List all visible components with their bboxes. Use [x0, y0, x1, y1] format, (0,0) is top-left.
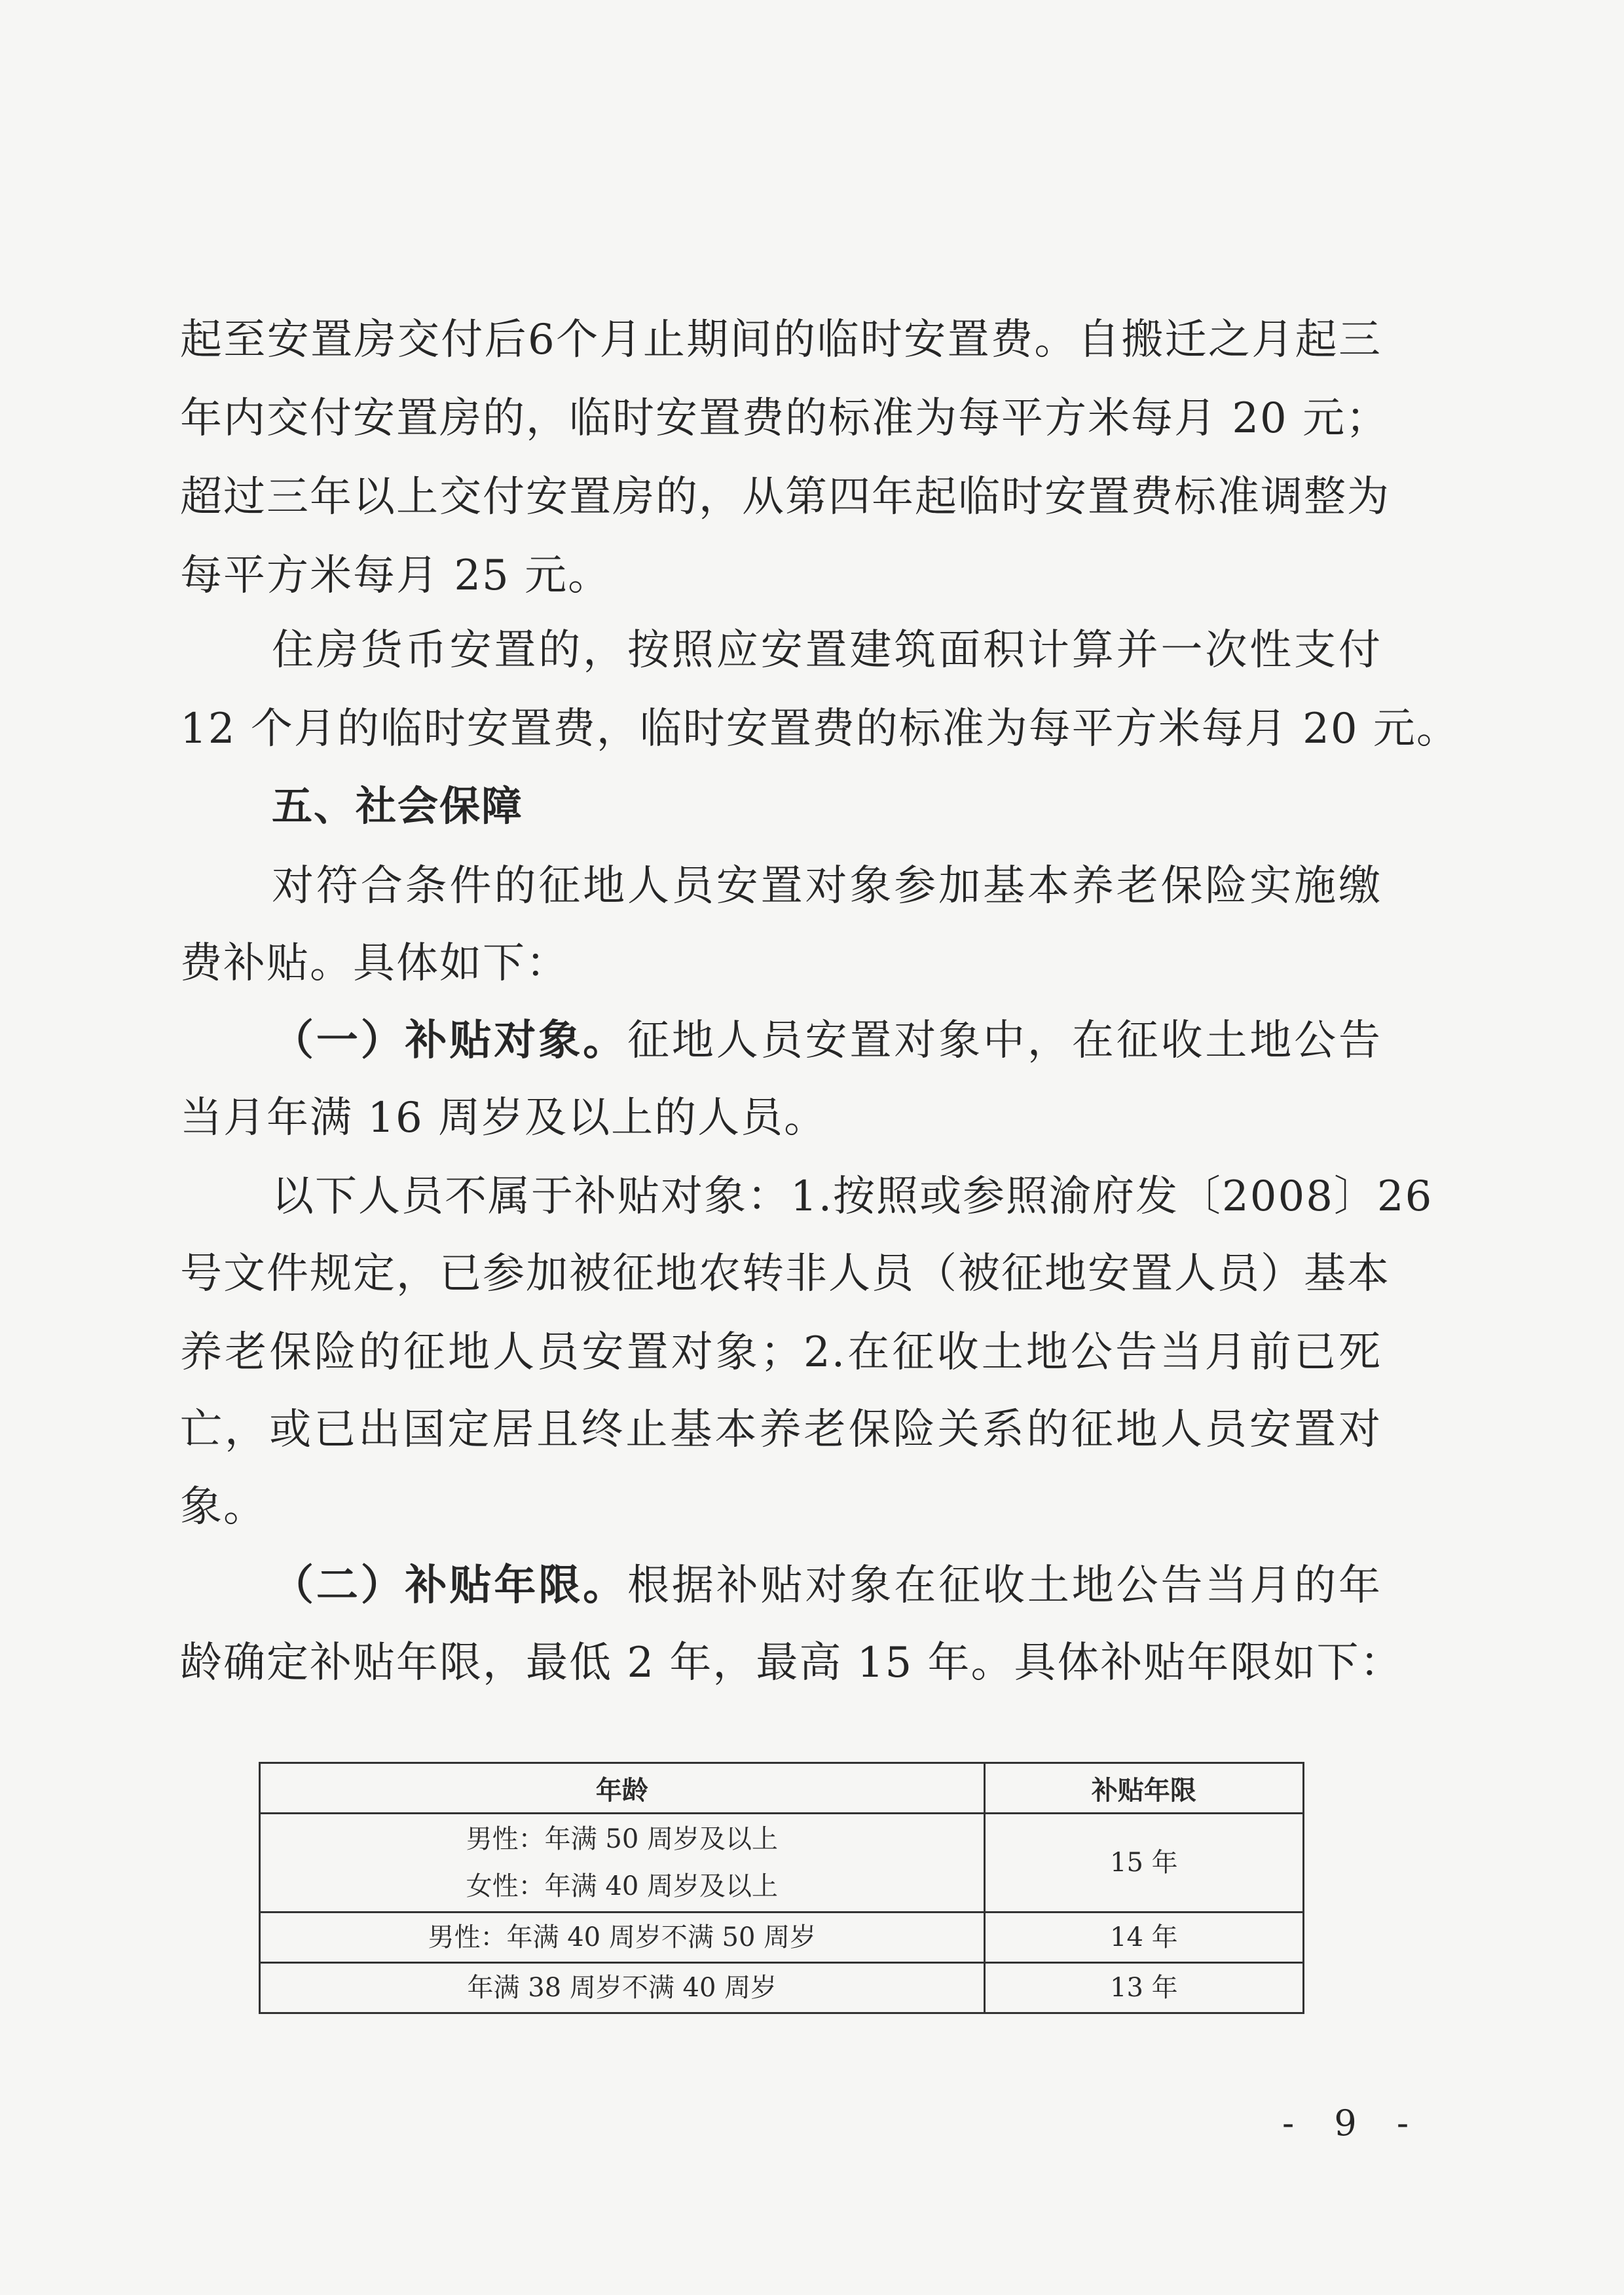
table-header-years: 补贴年限: [984, 1763, 1303, 1814]
paragraph-line: 号文件规定，已参加被征地农转非人员（被征地安置人员）基本: [180, 1250, 1390, 1298]
paragraph-line: 12 个月的临时安置费，临时安置费的标准为每平方米每月 20 元。: [180, 705, 1460, 753]
years-cell: 13 年: [984, 1963, 1303, 2013]
table-row: [260, 1912, 1304, 1963]
subsection-text: 根据补贴对象在征收土地公告当月的年: [627, 1561, 1382, 1610]
table-header-age: 年龄: [260, 1763, 985, 1814]
subsidy-years-table: [259, 1762, 1304, 2014]
page-number: - 9 -: [1282, 2102, 1424, 2144]
paragraph-line: 对符合条件的征地人员安置对象参加基本养老保险实施缴: [272, 862, 1382, 910]
paragraph-line: 费补贴。具体如下：: [180, 939, 569, 988]
paragraph-line: [272, 1559, 1382, 1613]
paragraph-line: 龄确定补贴年限，最低 2 年，最高 15 年。具体补贴年限如下：: [180, 1639, 1403, 1687]
years-cell: 14 年: [984, 1912, 1303, 1963]
age-cell: 年满 38 周岁不满 40 周岁: [260, 1963, 985, 2013]
table-row: [260, 1814, 1304, 1912]
age-line: 女性：年满 40 周岁及以上: [466, 1871, 778, 1901]
paragraph-line: 年内交付安置房的，临时安置费的标准为每平方米每月 20 元；: [180, 394, 1390, 443]
subsection-title: （一）补贴对象。: [272, 1017, 627, 1065]
age-cell: [260, 1814, 985, 1912]
subsection-text: 征地人员安置对象中，在征收土地公告: [627, 1017, 1382, 1065]
paragraph-line: 象。: [180, 1483, 267, 1531]
age-line: 男性：年满 50 周岁及以上: [466, 1824, 778, 1854]
subsection-title: （二）补贴年限。: [272, 1561, 627, 1610]
paragraph-line: 以下人员不属于补贴对象：1.按照或参照渝府发〔2008〕26: [272, 1172, 1433, 1221]
paragraph-line: [272, 1014, 1382, 1068]
years-cell: 15 年: [984, 1814, 1303, 1912]
paragraph-line: 养老保险的征地人员安置对象；2.在征收土地公告当月前已死: [180, 1328, 1382, 1377]
paragraph-line: 每平方米每月 25 元。: [180, 551, 612, 600]
age-cell: 男性：年满 40 周岁不满 50 周岁: [260, 1912, 985, 1963]
paragraph-line: 起至安置房交付后6个月止期间的临时安置费。自搬迁之月起三: [180, 316, 1382, 364]
table-row: [260, 1963, 1304, 2013]
paragraph-line: 住房货币安置的，按照应安置建筑面积计算并一次性支付: [272, 626, 1382, 675]
paragraph-line: 亡，或已出国定居且终止基本养老保险关系的征地人员安置对: [180, 1406, 1382, 1454]
section-heading: 五、社会保障: [272, 782, 524, 830]
paragraph-line: 超过三年以上交付安置房的，从第四年起临时安置费标准调整为: [180, 473, 1390, 521]
paragraph-line: 当月年满 16 周岁及以上的人员。: [180, 1094, 828, 1142]
